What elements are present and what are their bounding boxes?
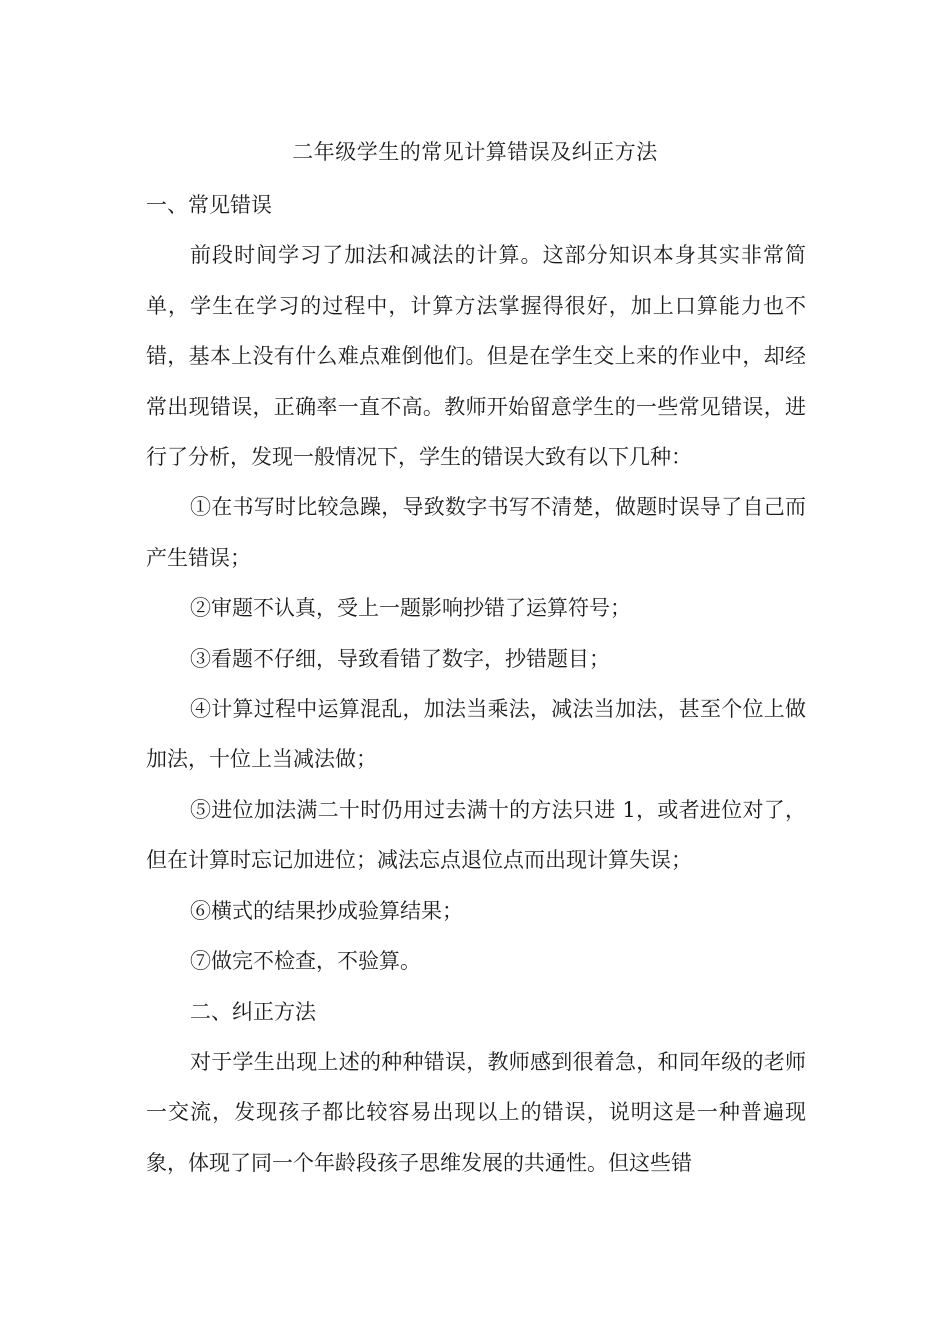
error-item-2: ②审题不认真，受上一题影响抄错了运算符号； — [190, 596, 631, 621]
document-title: 二年级学生的常见计算错误及纠正方法 — [292, 140, 658, 164]
error-item-3: ③看题不仔细，导致看错了数字，抄错题目； — [190, 646, 610, 671]
intro-paragraph: 前段时间学习了加法和减法的计算。这部分知识本身其实非常简单，学生在学习的过程中，计算方法掌握得很好，加上口算能力也不错，基本上没有什么难点难倒他们。但是在学生交上来的作业中，却经常出现错误，正确率一直不高。教师开始留意学生的一些常见错误，进行了分析，发现一般情况下，学生的错误大致有以下几种： — [146, 243, 806, 470]
correction-paragraph: 对于学生出现上述的种种错误，教师感到很着急，和同年级的老师一交流，发现孩子都比较容易出现以上的错误，说明这是一种普遍现象，体现了同一个年龄段孩子思维发展的共通性。但这些错 — [146, 1049, 806, 1175]
section-heading-common-errors: 一、常见错误 — [146, 193, 272, 217]
error-item-1: ①在书写时比较急躁，导致数字书写不清楚，做题时误导了自己而产生错误； — [146, 495, 806, 570]
section-heading-correction-methods: 二、纠正方法 — [190, 999, 316, 1024]
error-item-7: ⑦做完不检查，不验算。 — [190, 949, 421, 974]
error-item-6: ⑥横式的结果抄成验算结果； — [190, 898, 463, 923]
document-body — [146, 180, 806, 1188]
error-item-5: ⑤进位加法满二十时仍用过去满十的方法只进 1，或者进位对了，但在计算时忘记加进位；减法忘点退位点而出现计算失误； — [146, 797, 806, 873]
error-item-4: ④计算过程中运算混乱，加法当乘法，减法当加法，甚至个位上做加法，十位上当减法做； — [146, 697, 806, 772]
